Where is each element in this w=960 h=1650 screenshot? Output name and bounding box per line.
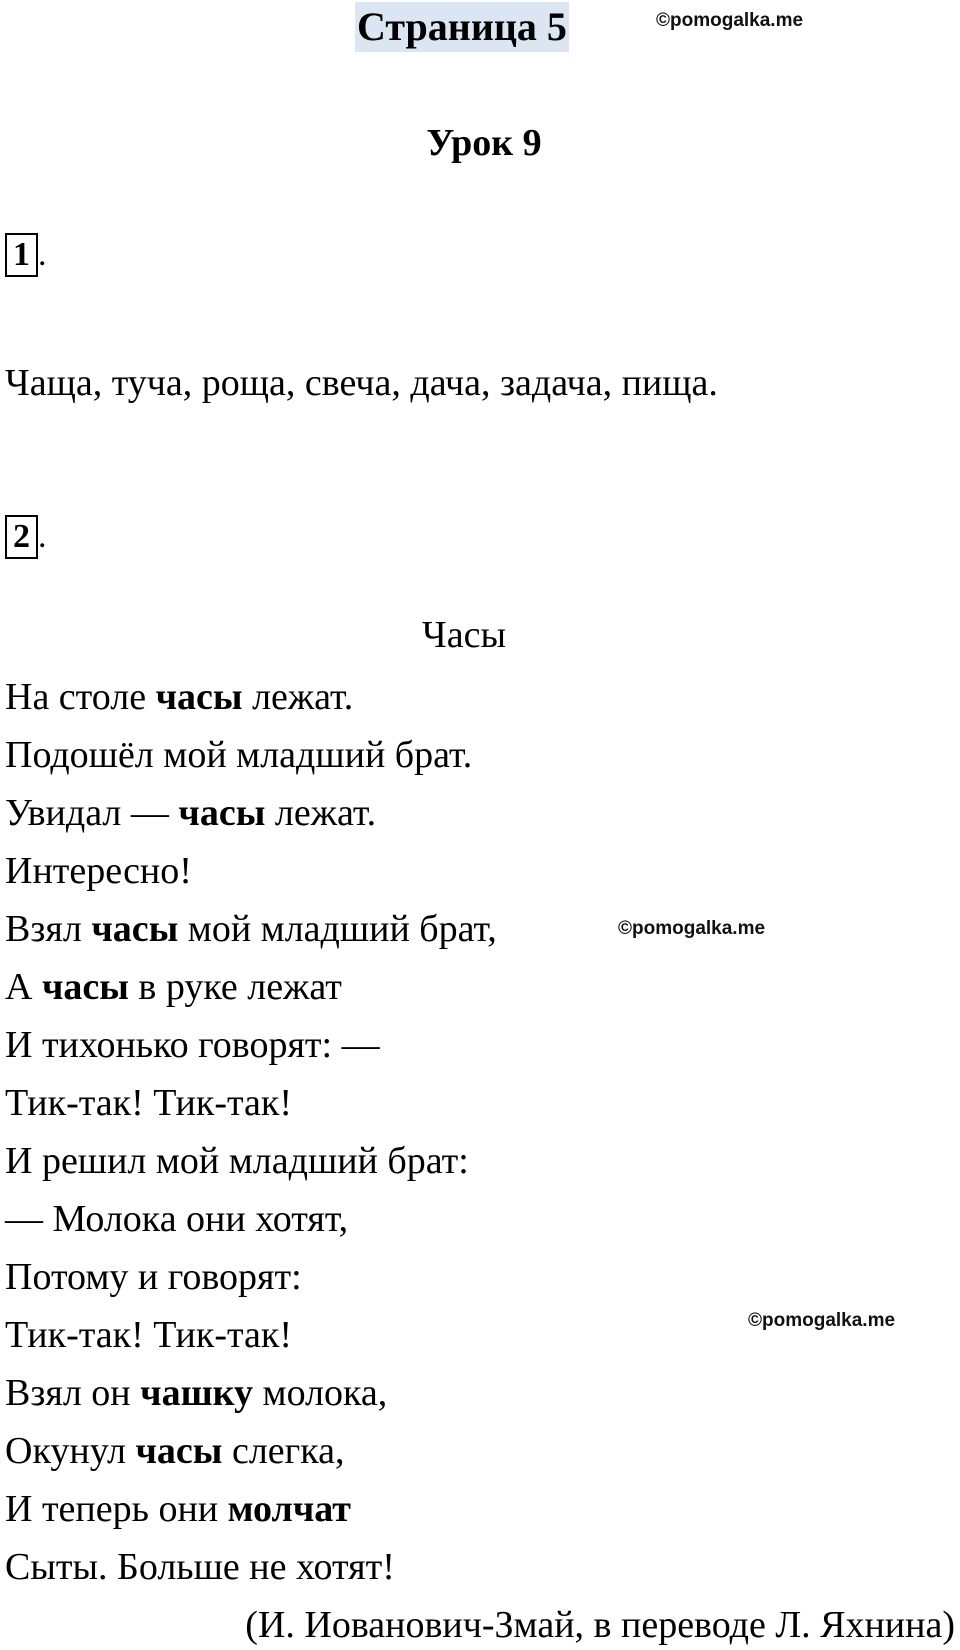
poem-line-text: Подошёл мой младший брат.: [5, 734, 473, 776]
poem-line: [5, 1364, 497, 1422]
poem-line-text: И теперь они: [5, 1488, 228, 1530]
poem-line: [5, 1016, 497, 1074]
task-1-number-box: 1: [5, 233, 38, 277]
poem-line: [5, 1538, 497, 1596]
poem-line-text: слегка,: [222, 1430, 345, 1472]
task-2-number-dot: .: [38, 518, 47, 555]
poem-line-bold-word: часы: [41, 966, 129, 1008]
poem-line: [5, 784, 497, 842]
poem-line-text: Увидал —: [5, 792, 179, 834]
watermark-top: ©pomogalka.me: [656, 10, 804, 31]
poem-line-text: в руке лежат: [128, 966, 342, 1008]
poem: [5, 668, 497, 1596]
poem-line: [5, 1422, 497, 1480]
poem-line: [5, 958, 497, 1016]
poem-line-text: лежат.: [242, 676, 354, 718]
poem-author: (И. Иованович-Змай, в переводе Л. Яхнина): [245, 1604, 955, 1646]
poem-line-text: Тик-так! Тик-так!: [5, 1314, 293, 1356]
poem-line-text: Тик-так! Тик-так!: [5, 1082, 293, 1124]
poem-line-bold-word: часы: [155, 676, 243, 718]
poem-line-bold-word: чашку: [140, 1372, 254, 1414]
poem-line-text: Окунул: [5, 1430, 136, 1472]
task-1-answer: Чаща, туча, роща, свеча, дача, задача, пища.: [5, 362, 718, 404]
task-2-number-box: 2: [5, 515, 38, 559]
poem-line-text: молока,: [253, 1372, 388, 1414]
poem-line-text: А: [5, 966, 42, 1008]
poem-line-bold-word: часы: [135, 1430, 223, 1472]
poem-line: [5, 842, 497, 900]
poem-line: [5, 1306, 497, 1364]
poem-line-bold-word: часы: [178, 792, 266, 834]
poem-line: [5, 726, 497, 784]
lesson-title: Урок 9: [426, 122, 542, 164]
watermark-bottom: ©pomogalka.me: [748, 1310, 896, 1331]
poem-line-text: И решил мой младший брат:: [5, 1140, 469, 1182]
poem-line: [5, 1132, 497, 1190]
poem-line-text: лежат.: [265, 792, 377, 834]
poem-line-text: Интересно!: [5, 850, 192, 892]
poem-line-text: И тихонько говорят: —: [5, 1024, 380, 1066]
poem-line: [5, 1480, 497, 1538]
poem-line: [5, 1248, 497, 1306]
task-2-number: [5, 515, 47, 559]
task-1-number: [5, 233, 47, 277]
poem-line: [5, 668, 497, 726]
poem-line-bold-word: часы: [91, 908, 179, 950]
poem-line: [5, 900, 497, 958]
poem-line-text: Взял: [5, 908, 92, 950]
poem-line-text: Взял он: [5, 1372, 141, 1414]
poem-line-bold-word: молчат: [227, 1488, 351, 1530]
poem-line-text: мой младший брат,: [178, 908, 497, 950]
poem-line-text: — Молока они хотят,: [5, 1198, 349, 1240]
poem-line-text: Сыты. Больше не хотят!: [5, 1546, 395, 1588]
poem-line-text: На столе: [5, 676, 156, 718]
watermark-middle: ©pomogalka.me: [618, 918, 766, 939]
task-1-number-dot: .: [38, 236, 47, 273]
poem-line-text: Потому и говорят:: [5, 1256, 302, 1298]
poem-title: Часы: [422, 614, 506, 656]
page-title: Страница 5: [355, 2, 569, 52]
poem-line: [5, 1074, 497, 1132]
poem-line: [5, 1190, 497, 1248]
